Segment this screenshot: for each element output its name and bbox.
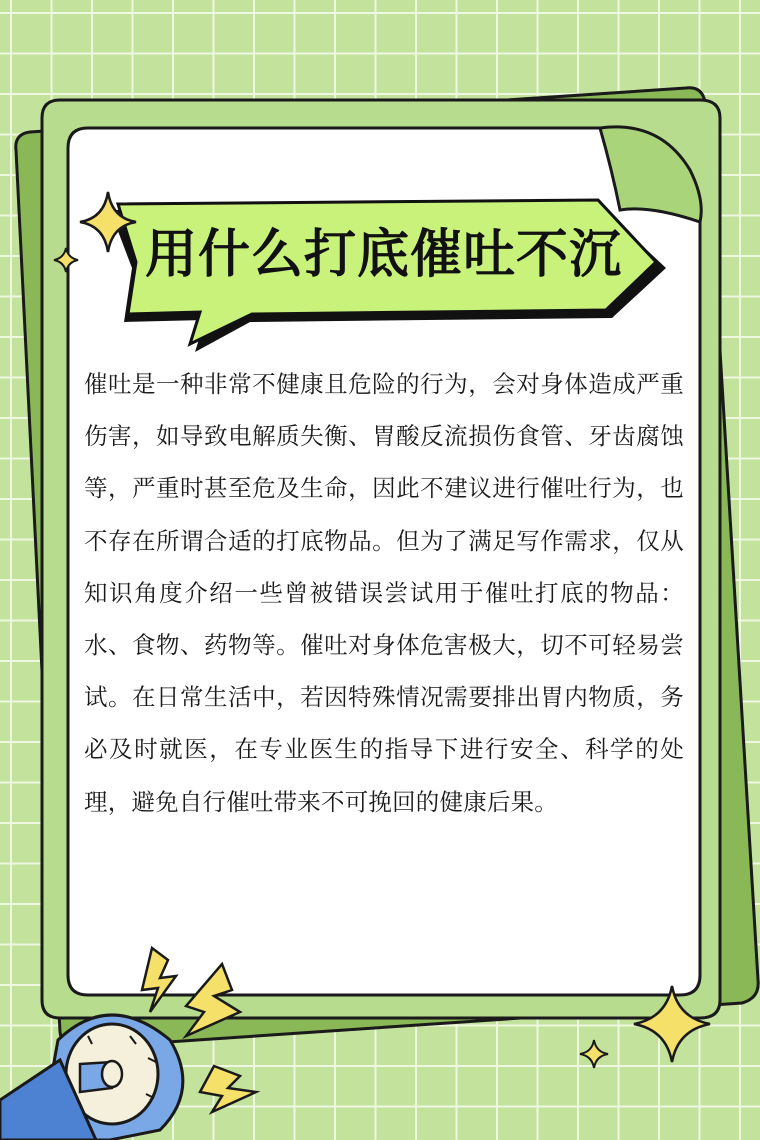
page-title: 用什么打底催吐不沉: [145, 225, 623, 285]
megaphone-icon: [0, 1015, 183, 1140]
sparkle-icon: [580, 1040, 608, 1068]
lightning-icon: [200, 1066, 256, 1112]
article-body: 催吐是一种非常不健康且危险的行为，会对身体造成严重伤害，如导致电解质失衡、胃酸反流损伤食管、牙齿腐蚀等，严重时甚至危及生命，因此不建议进行催吐行为，也不存在所谓合适的打底物品。但为了满足写作需求，仅从知识角度介绍一些曾被错误尝试用于催吐打底的物品：水、食物、药物等。催吐对身体危害极大，切不可轻易尝试。在日常生活中，若因特殊情况需要排出胃内物质，务必及时就医，在专业医生的指导下进行安全、科学的处理，避免自行催吐带来不可挽回的健康后果。: [84, 370, 684, 816]
